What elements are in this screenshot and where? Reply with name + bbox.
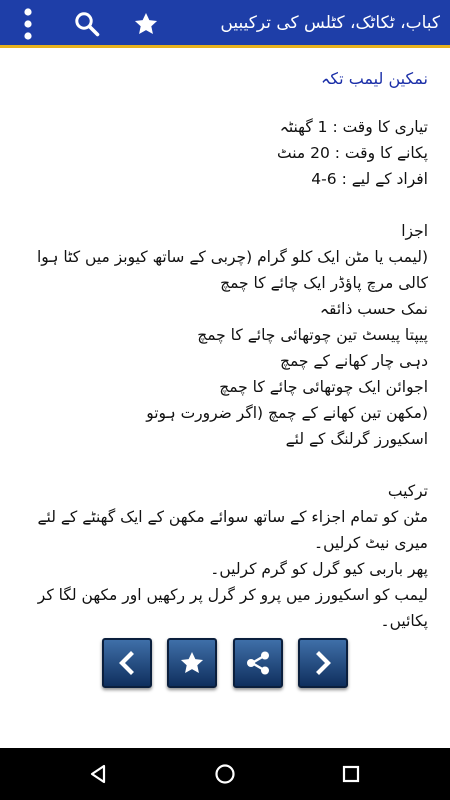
- recipe-text: [0, 52, 450, 634]
- home-icon: [214, 763, 236, 785]
- recipe-title: نمکین لیمب تکہ: [320, 69, 428, 88]
- share-icon: [244, 649, 272, 677]
- back-button[interactable]: [82, 758, 114, 790]
- recipe-toolbar: [100, 638, 350, 692]
- ingredient-item: نمک حسب ذائقہ: [319, 300, 428, 318]
- back-icon: [88, 763, 108, 785]
- overflow-menu-icon: [23, 7, 33, 41]
- app-bar: [0, 0, 450, 48]
- method-heading: ترکیب: [387, 482, 428, 500]
- method-step: پھر باربی کیو گرل کو گرم کرلیں۔: [210, 560, 428, 578]
- ingredient-item: (مکھن تین کھانے کے چمچ (اگر ضرورت ہوتو: [146, 404, 428, 422]
- share-button[interactable]: [233, 638, 283, 688]
- chevron-right-icon: [310, 650, 336, 676]
- overflow-menu-button[interactable]: [8, 4, 48, 44]
- spacer: [24, 192, 428, 218]
- favorite-button[interactable]: [167, 638, 217, 688]
- ingredient-item: کالی مرچ پاؤڈر ایک چائے کا چمچ: [220, 274, 428, 292]
- previous-button[interactable]: [102, 638, 152, 688]
- app-bar-accent-line: [0, 45, 450, 48]
- ingredient-item: اسکیورز گرلنگ کے لئے: [285, 430, 428, 448]
- chevron-left-icon: [114, 650, 140, 676]
- method-step: لیمب کو اسکیورز میں پرو کر گرل پر رکھیں اور مکھن لگا کر پکائیں۔: [37, 586, 428, 630]
- favorite-toolbar-button[interactable]: [126, 4, 166, 44]
- star-icon: [133, 11, 159, 37]
- ingredient-item: (لیمب یا مٹن ایک کلو گرام (چربی کے ساتھ کیوبز میں کٹا ہوا: [37, 248, 428, 266]
- ingredient-item: دہی چار کھانے کے چمچ: [279, 352, 428, 370]
- ingredient-item: اجوائن ایک چوتھائی چائے کا چمچ: [219, 378, 428, 396]
- spacer: [24, 452, 428, 478]
- method-step: مٹن کو تمام اجزاء کے ساتھ سوائے مکھن کے ایک گھنٹے کے لئے میری نیٹ کرلیں۔: [37, 508, 428, 552]
- cook-time: پکانے کا وقت : 20 منٹ: [276, 144, 428, 162]
- system-nav-bar: [0, 748, 450, 800]
- recents-icon: [341, 764, 361, 784]
- app-title: کباب، ٹکاٹک، کٹلس کی ترکیبیں: [220, 13, 440, 33]
- ingredients-heading: اجزا: [401, 222, 428, 240]
- search-button[interactable]: [67, 4, 107, 44]
- prep-time: تیاری کا وقت : 1 گھنٹہ: [279, 118, 428, 136]
- search-icon: [74, 11, 100, 37]
- servings: افراد کے لیے : 6-4: [311, 170, 428, 188]
- star-icon: [179, 650, 205, 676]
- next-button[interactable]: [298, 638, 348, 688]
- ingredient-item: پیپتا پیسٹ تین چوتھائی چائے کا چمچ: [197, 326, 428, 344]
- recents-button[interactable]: [335, 758, 367, 790]
- home-button[interactable]: [209, 758, 241, 790]
